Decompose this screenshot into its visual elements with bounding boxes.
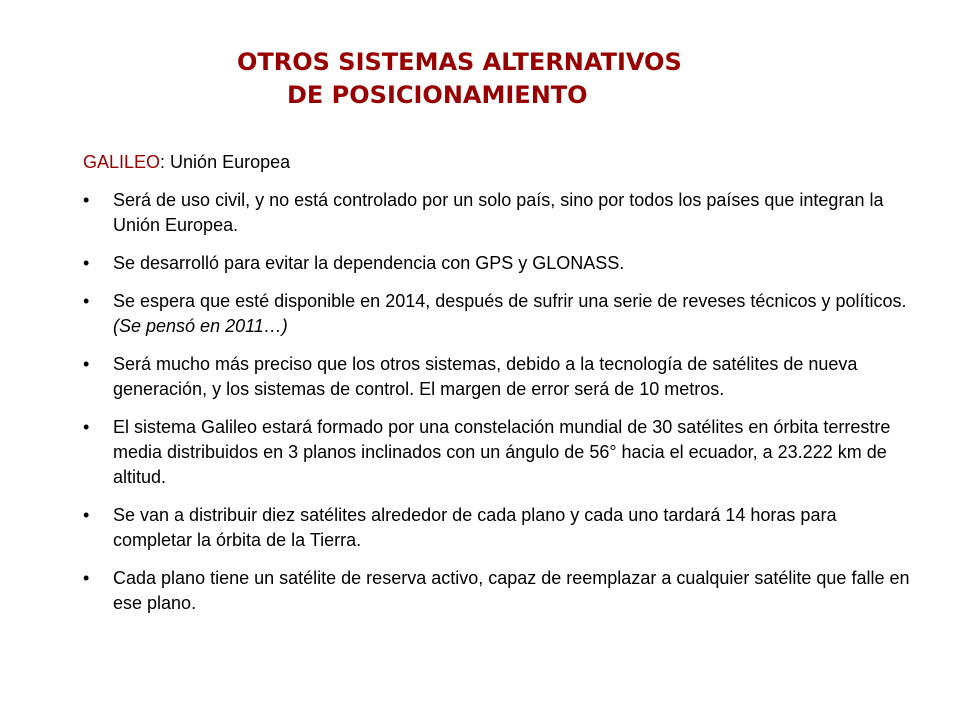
bullet-item	[83, 566, 913, 616]
bullet-item	[83, 503, 913, 553]
bullet-list	[83, 188, 913, 616]
bullet-item	[83, 251, 913, 276]
bullet-item	[83, 352, 913, 402]
section-heading-rest: : Unión Europea	[160, 152, 291, 172]
bullet-text: Se espera que esté disponible en 2014, después de sufrir una serie de reveses técnicos y políticos.	[113, 291, 907, 311]
slide-title-line-1: OTROS SISTEMAS ALTERNATIVOS	[237, 48, 682, 76]
bullet-text: Será de uso civil, y no está controlado por un solo país, sino por todos los países que integran la Unión Europea.	[113, 190, 884, 235]
bullet-text: Se desarrolló para evitar la dependencia con GPS y GLONASS.	[113, 253, 625, 273]
bullet-marker: •	[83, 253, 90, 273]
bullet-marker: •	[83, 291, 90, 311]
bullet-text: El sistema Galileo estará formado por una constelación mundial de 30 satélites en órbita terrestre media distribuidos en 3 planos inclinados con un ángulo de 56° hacia el ecuador, a 23.222 km de altitud.	[113, 417, 891, 487]
bullet-text: Será mucho más preciso que los otros sistemas, debido a la tecnología de satélites de nueva generación, y los sistemas de control. El margen de error será de 10 metros.	[113, 354, 858, 399]
bullet-marker: •	[83, 417, 90, 437]
bullet-marker: •	[83, 354, 90, 374]
bullet-text: Se van a distribuir diez satélites alrededor de cada plano y cada uno tardará 14 horas para completar la órbita de la Tierra.	[113, 505, 837, 550]
bullet-text: Cada plano tiene un satélite de reserva activo, capaz de reemplazar a cualquier satélite que falle en ese plano.	[113, 568, 910, 613]
section-heading-label: GALILEO	[83, 152, 161, 172]
bullet-item	[83, 188, 913, 238]
section-heading	[83, 150, 913, 175]
bullet-item	[83, 289, 913, 339]
bullet-italic-note: (Se pensó en 2011…)	[113, 316, 288, 336]
bullet-marker: •	[83, 190, 90, 210]
slide-title-line-2: DE POSICIONAMIENTO	[287, 81, 588, 109]
bullet-marker: •	[83, 568, 90, 588]
bullet-item	[83, 415, 913, 490]
bullet-marker: •	[83, 505, 90, 525]
slide-content	[83, 150, 913, 629]
